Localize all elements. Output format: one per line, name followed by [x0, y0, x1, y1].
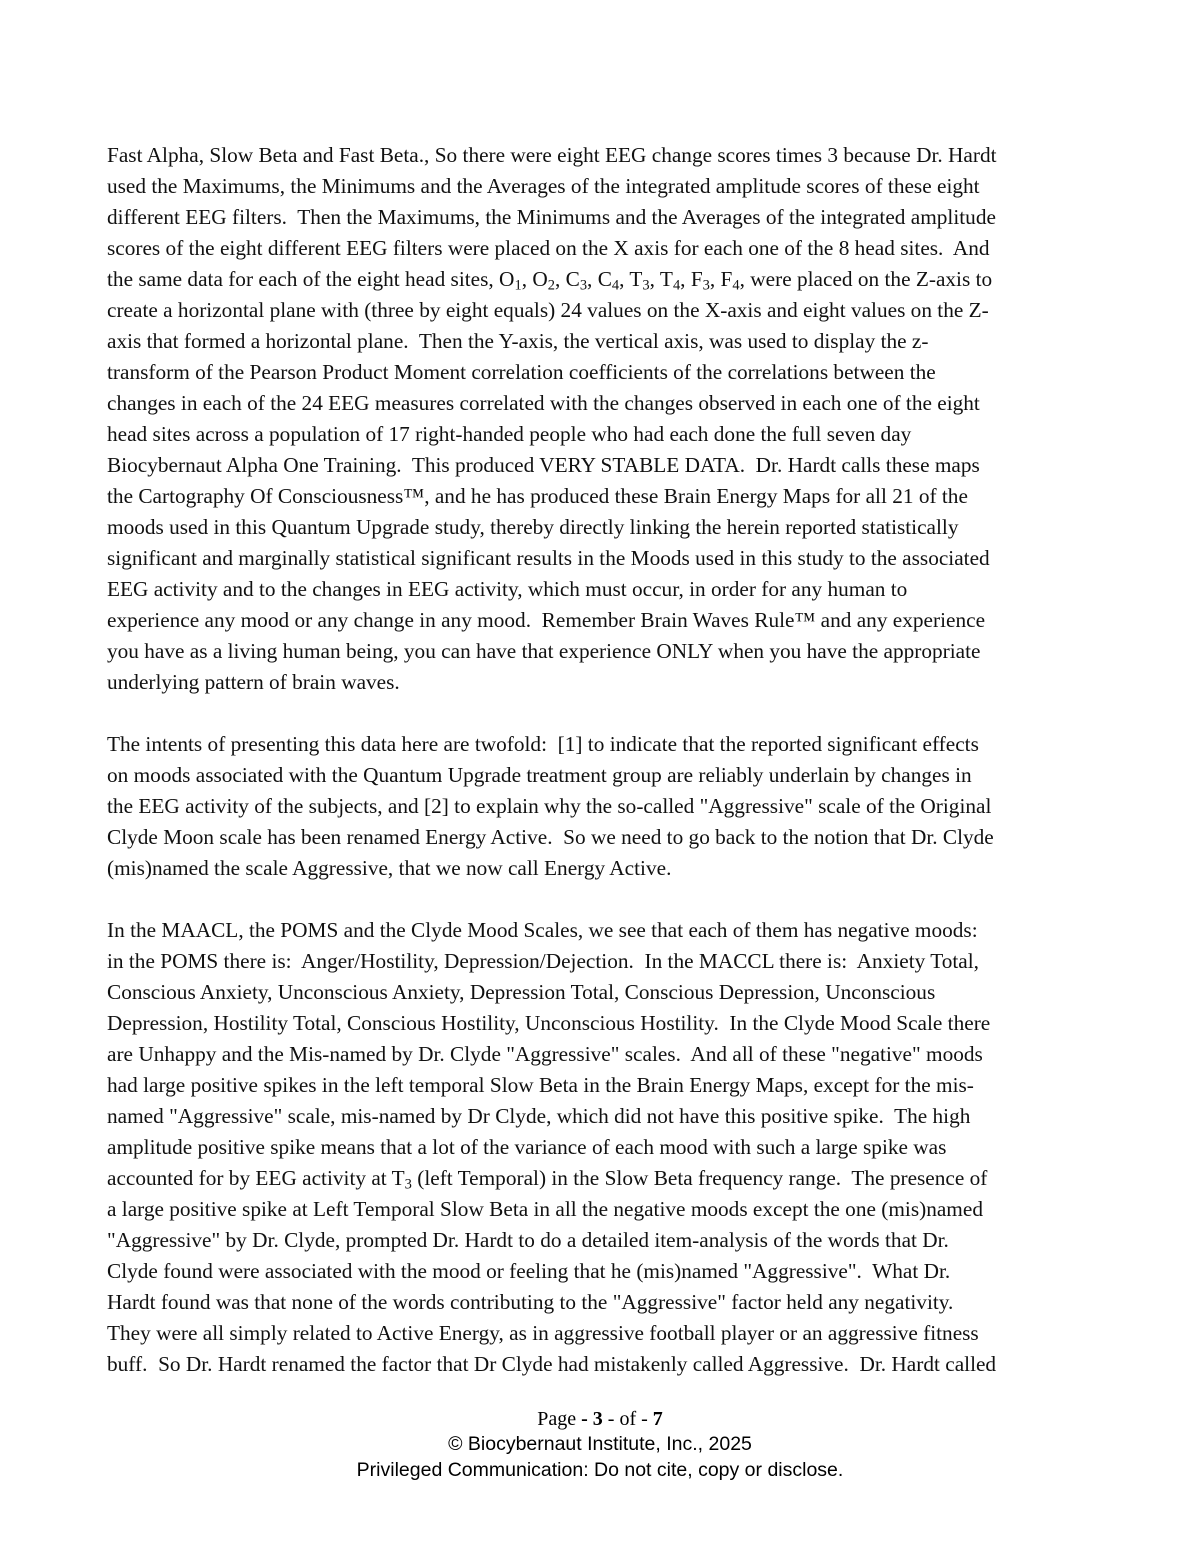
text-line: scores of the eight different EEG filters were placed on the X axis for each one of the 8 head sites. And	[107, 236, 990, 260]
current-page: 3	[592, 1408, 603, 1430]
paragraph-1	[107, 140, 1097, 698]
text-line: Hardt found was that none of the words contributing to the "Aggressive" factor held any negativity.	[107, 1290, 954, 1314]
paragraph-spacer	[107, 884, 1097, 915]
text-line: Clyde found were associated with the mood or feeling that he (mis)named "Aggressive". What Dr.	[107, 1259, 951, 1283]
paragraph-spacer	[107, 698, 1097, 729]
text-line: axis that formed a horizontal plane. Then the Y-axis, the vertical axis, was used to display the z-	[107, 329, 929, 353]
paragraph-2	[107, 729, 1097, 884]
text-line: in the POMS there is: Anger/Hostility, Depression/Dejection. In the MACCL there is: Anxiety Total,	[107, 949, 979, 973]
text-line: Fast Alpha, Slow Beta and Fast Beta., So there were eight EEG change scores times 3 because Dr. Hardt	[107, 143, 997, 167]
text-line: head sites across a population of 17 right-handed people who had each done the full seven day	[107, 422, 912, 446]
text-line: They were all simply related to Active Energy, as in aggressive football player or an aggressive fitness	[107, 1321, 979, 1345]
text-line: Biocybernaut Alpha One Training. This produced VERY STABLE DATA. Dr. Hardt calls these maps	[107, 453, 980, 477]
text-line: buff. So Dr. Hardt renamed the factor that Dr Clyde had mistakenly called Aggressive. Dr. Hardt called	[107, 1352, 997, 1376]
text-line: named "Aggressive" scale, mis-named by Dr Clyde, which did not have this positive spike. The high	[107, 1104, 971, 1128]
text-line: the EEG activity of the subjects, and [2] to explain why the so-called "Aggressive" scale of the Original	[107, 794, 992, 818]
page-number	[0, 1407, 1200, 1431]
total-pages: 7	[652, 1408, 663, 1430]
copyright-notice: © Biocybernaut Institute, Inc., 2025	[448, 1433, 752, 1455]
text-line: different EEG filters. Then the Maximums, the Minimums and the Averages of the integrated amplitude	[107, 205, 996, 229]
text-line: the Cartography Of Consciousness™, and he has produced these Brain Energy Maps for all 21 of the	[107, 484, 968, 508]
text-line: Clyde Moon scale has been renamed Energy Active. So we need to go back to the notion that Dr. Clyde	[107, 825, 994, 849]
text-line: EEG activity and to the changes in EEG activity, which must occur, in order for any human to	[107, 577, 908, 601]
page-of: - of -	[602, 1408, 653, 1430]
text-line: significant and marginally statistical significant results in the Moods used in this study to the associated	[107, 546, 990, 570]
text-line: amplitude positive spike means that a lot of the variance of each mood with such a large spike was	[107, 1135, 947, 1159]
text-line-t3: accounted for by EEG activity at $T_3$ (left Temporal) in the Slow Beta frequency range. The presence of	[107, 1166, 988, 1193]
document-body	[107, 140, 1097, 1380]
text-line: used the Maximums, the Minimums and the Averages of the integrated amplitude scores of these eight	[107, 174, 980, 198]
text-line: experience any mood or any change in any mood. Remember Brain Waves Rule™ and any experience	[107, 608, 986, 632]
privileged-notice: Privileged Communication: Do not cite, copy or disclose.	[356, 1459, 844, 1481]
text-line: The intents of presenting this data here are twofold: [1] to indicate that the reported significant effects	[107, 732, 979, 756]
text-line: create a horizontal plane with (three by eight equals) 24 values on the X-axis and eight values on the Z-	[107, 298, 989, 322]
text-line: "Aggressive" by Dr. Clyde, prompted Dr. Hardt to do a detailed item-analysis of the words that Dr.	[107, 1228, 949, 1252]
paragraph-3	[107, 915, 1097, 1380]
text-line: had large positive spikes in the left temporal Slow Beta in the Brain Energy Maps, except for the mis-	[107, 1073, 974, 1097]
page-prefix: Page	[537, 1408, 577, 1430]
text-line: a large positive spike at Left Temporal Slow Beta in all the negative moods except the one (mis)named	[107, 1197, 983, 1221]
text-line: (mis)named the scale Aggressive, that we now call Energy Active.	[107, 856, 672, 880]
text-line: on moods associated with the Quantum Upgrade treatment group are reliably underlain by changes in	[107, 763, 972, 787]
page-sep: -	[576, 1408, 593, 1430]
text-line: you have as a living human being, you can have that experience ONLY when you have the appropriate	[107, 639, 981, 663]
text-line-head-sites: the same data for each of the eight head sites, $O_1$, $O_2$, $C_3$, $C_4$, $T_3$, $T_4$, $F_3$, $F_4$, were placed on the Z-axis to	[107, 267, 993, 294]
text-line: changes in each of the 24 EEG measures correlated with the changes observed in each one of the eight	[107, 391, 980, 415]
text-line: Depression, Hostility Total, Conscious Hostility, Unconscious Hostility. In the Clyde Mood Scale there	[107, 1011, 991, 1035]
text-line: underlying pattern of brain waves.	[107, 670, 400, 694]
text-line: In the MAACL, the POMS and the Clyde Mood Scales, we see that each of them has negative moods:	[107, 918, 978, 942]
text-line: transform of the Pearson Product Moment correlation coefficients of the correlations between the	[107, 360, 936, 384]
text-line: Conscious Anxiety, Unconscious Anxiety, Depression Total, Conscious Depression, Unconscious	[107, 980, 936, 1004]
text-line: are Unhappy and the Mis-named by Dr. Clyde "Aggressive" scales. And all of these "negative" moods	[107, 1042, 983, 1066]
text-line: moods used in this Quantum Upgrade study, thereby directly linking the herein reported statistically	[107, 515, 959, 539]
